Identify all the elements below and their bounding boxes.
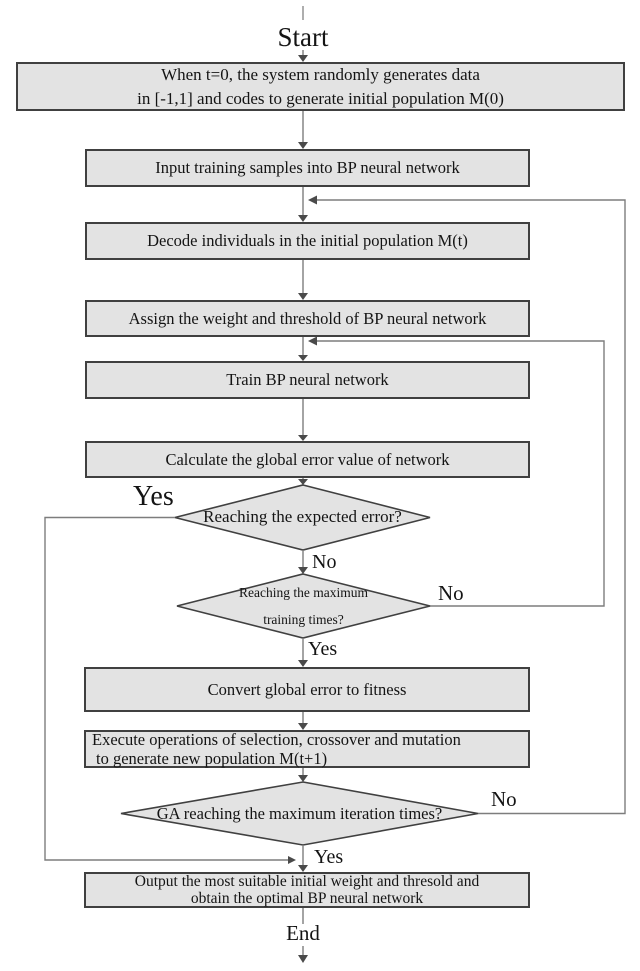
arrowhead-box9 <box>298 865 308 872</box>
branch-label-yes-max-training: Yes <box>308 638 338 660</box>
arrowhead-loop-d1 <box>288 856 296 864</box>
arrowhead-exit <box>298 955 308 963</box>
process-line: Convert global error to fitness <box>207 679 407 699</box>
process-convert-error-to-fitness <box>84 667 530 712</box>
branch-label-yes-max-iteration: Yes <box>314 846 344 868</box>
process-line: Execute operations of selection, crossover and mutation <box>92 730 461 749</box>
process-train-bp-network <box>85 361 530 399</box>
branch-label-no-max-training: No <box>438 581 464 605</box>
decision-line: Reaching the maximum <box>239 585 368 600</box>
process-generate-initial-population <box>16 62 625 111</box>
branch-label-yes-expected-error: Yes <box>133 481 174 512</box>
branch-label-no-max-iteration: No <box>491 787 517 811</box>
arrowhead-d2 <box>298 567 308 574</box>
arrowhead-box7 <box>298 660 308 667</box>
process-line: Calculate the global error value of network <box>165 449 450 469</box>
arrowhead-d3 <box>298 775 308 782</box>
arrowhead-box8 <box>298 723 308 730</box>
process-decode-individuals <box>85 222 530 260</box>
process-line: obtain the optimal BP neural network <box>190 890 424 907</box>
arrowhead-box4 <box>298 293 308 300</box>
branch-label-no-expected-error: No <box>312 551 337 573</box>
process-line: Output the most suitable initial weight and thresold and <box>134 873 480 890</box>
process-input-training-samples <box>85 149 530 187</box>
arrowhead-loop-d2 <box>308 337 317 346</box>
decision-max-iteration-label: GA reaching the maximum iteration times? <box>156 803 443 823</box>
arrowhead-d1 <box>298 479 308 485</box>
process-line: Train BP neural network <box>226 370 389 389</box>
arrowhead-box1 <box>298 55 308 62</box>
process-line: When t=0, the system randomly generates data <box>161 64 480 84</box>
process-assign-weight-threshold <box>85 300 530 337</box>
process-output-optimal-network <box>84 872 530 908</box>
process-line: Decode individuals in the initial population M(t) <box>147 231 468 250</box>
process-line: Input training samples into BP neural network <box>155 158 460 177</box>
decision-line: training times? <box>263 612 344 627</box>
process-line: Assign the weight and threshold of BP neural network <box>128 308 487 328</box>
decision-max-training-label <box>177 579 430 633</box>
process-line: in [-1,1] and codes to generate initial population M(0) <box>137 88 504 108</box>
arrowhead-box2 <box>298 142 308 149</box>
arrowhead-box3 <box>298 215 308 222</box>
start-terminal: Start <box>277 22 329 52</box>
end-terminal: End <box>286 921 320 945</box>
decision-expected-error-label: Reaching the expected error? <box>203 507 402 526</box>
process-calculate-global-error <box>85 441 530 478</box>
process-line: to generate new population M(t+1) <box>96 749 328 768</box>
arrowhead-loop-d3 <box>308 196 317 205</box>
process-selection-crossover-mutation <box>84 730 530 768</box>
